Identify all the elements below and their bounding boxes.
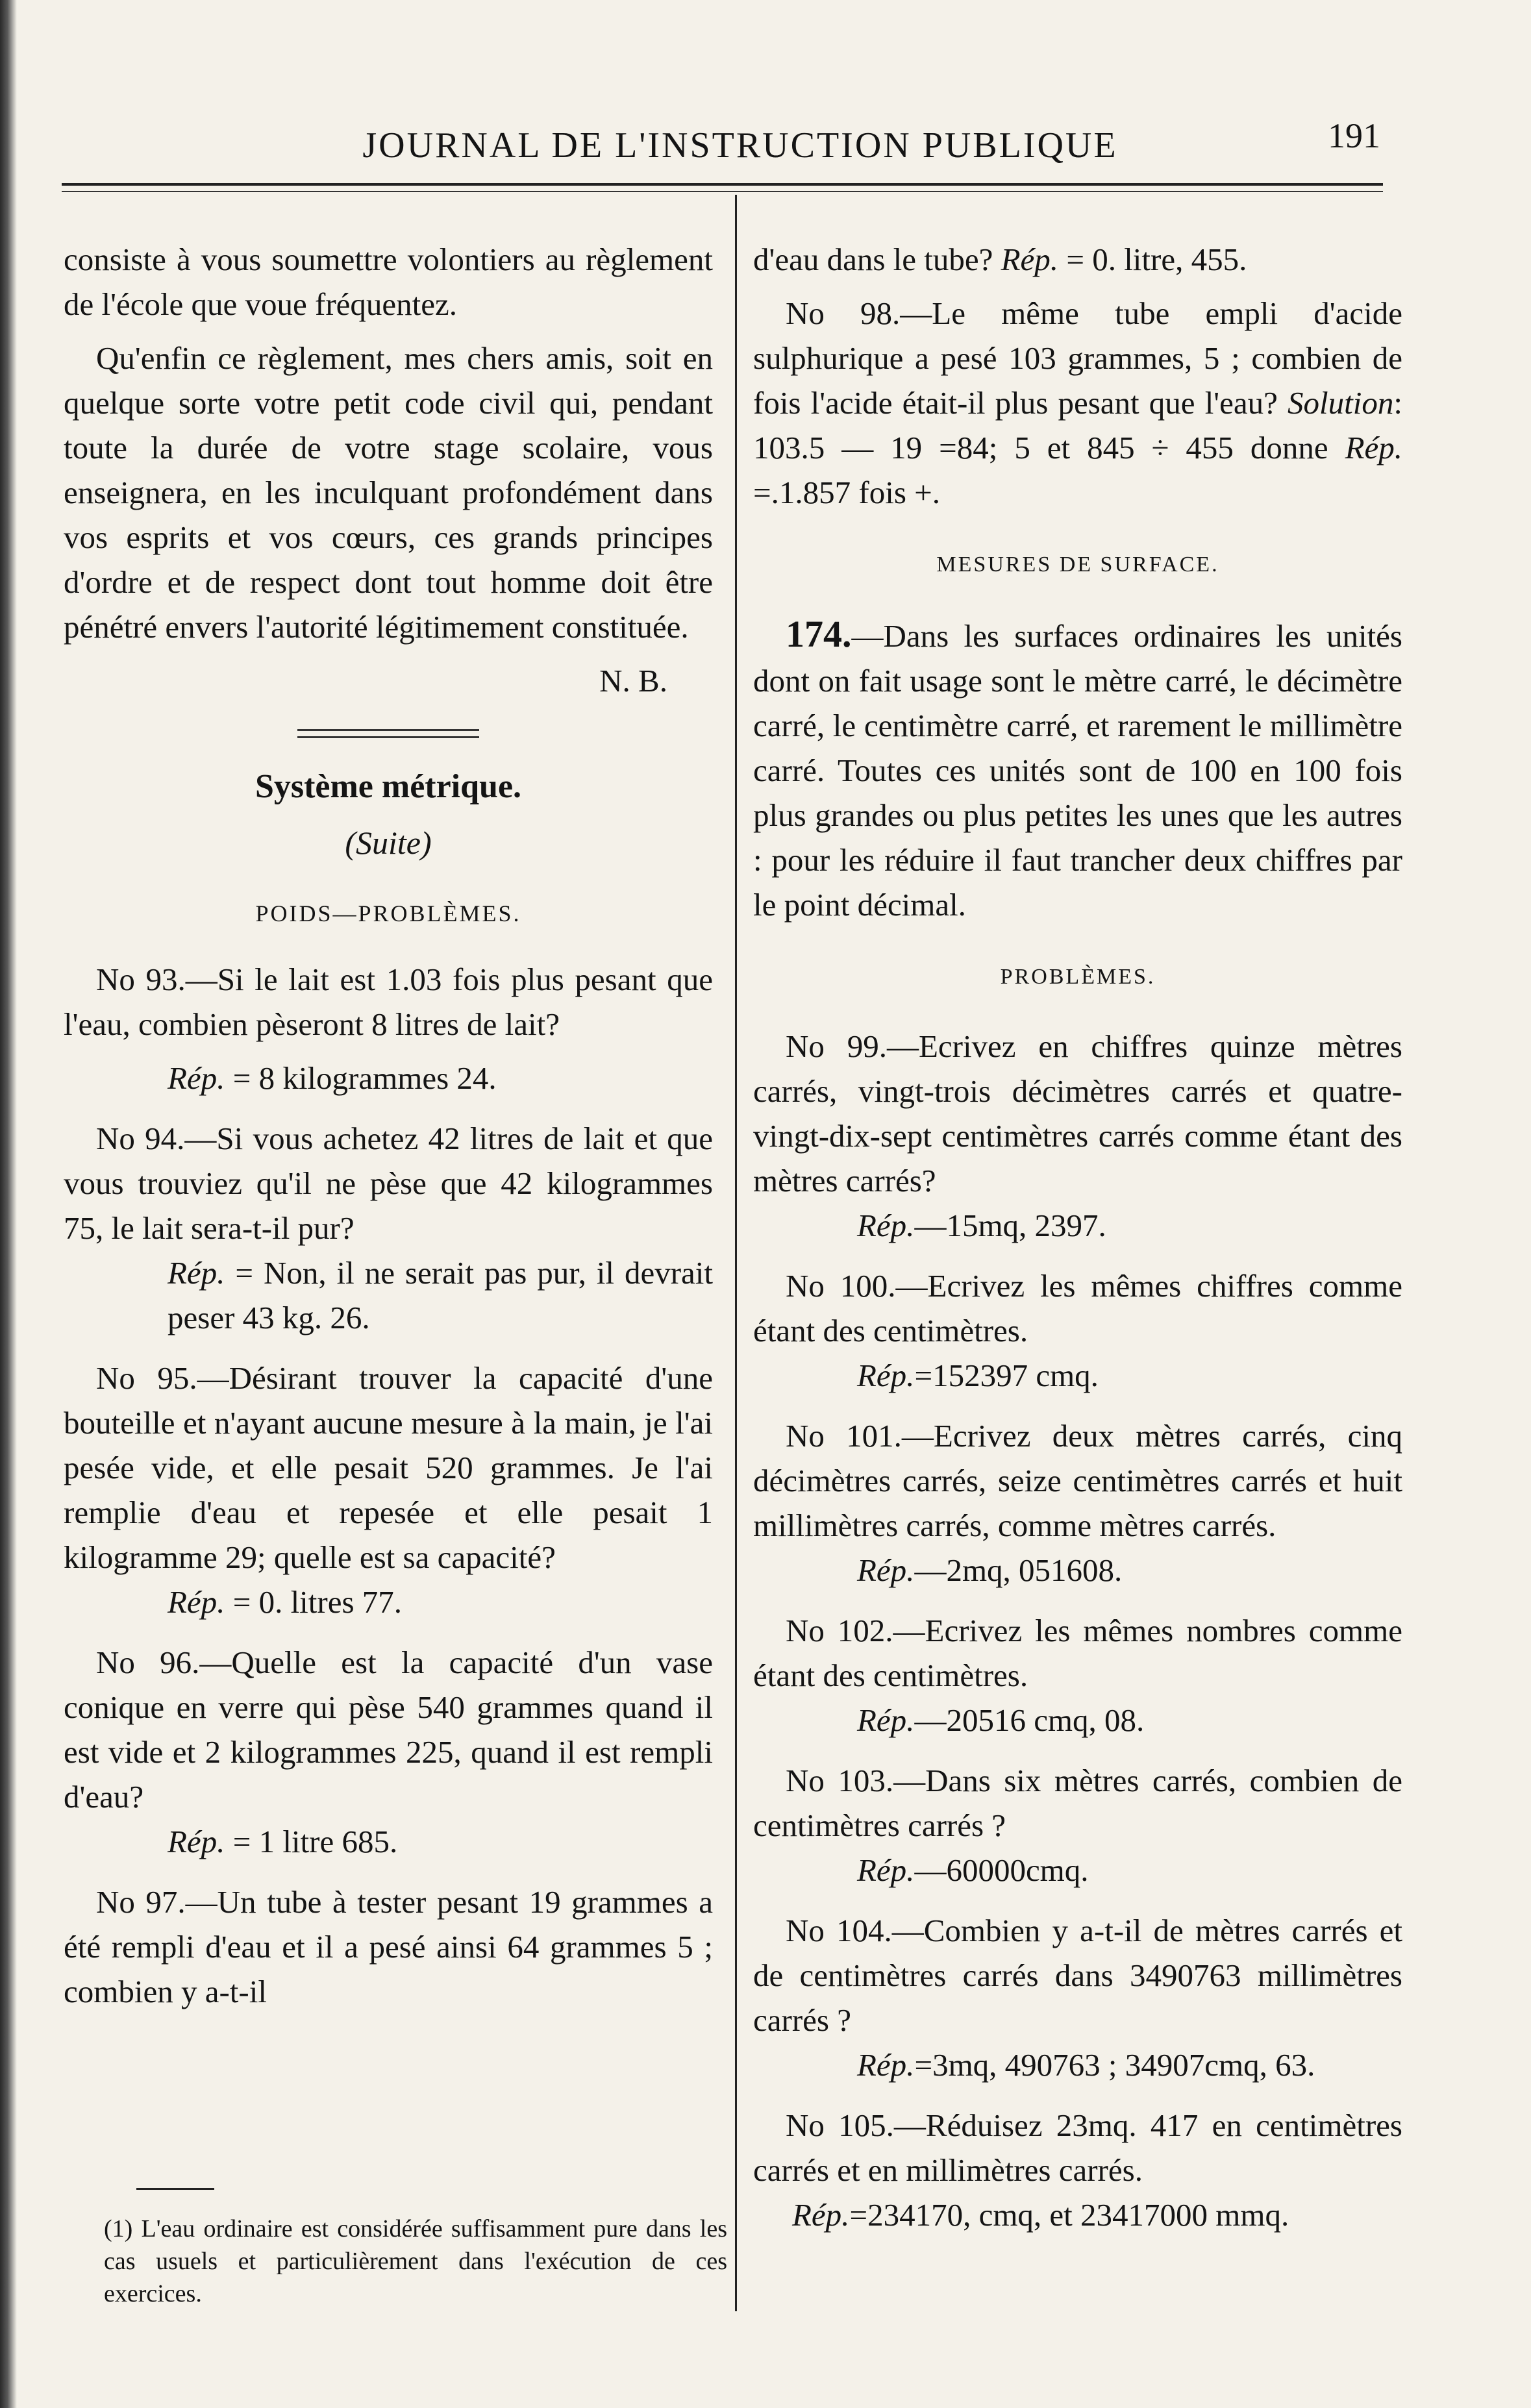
answer-label: Rép.: [857, 1208, 915, 1243]
problem-99: No 99.—Ecrivez en chiffres quinze mètres carrés, vingt-trois décimètres carrés et quatre-vingt-dix-sept centimètres carrés comme étant des mètres carrés?: [753, 1028, 1402, 1198]
problem-102: No 102.—Ecrivez les mêmes nombres comme étant des centimètres.: [753, 1613, 1402, 1693]
answer-value: = 0. litres 77.: [232, 1584, 403, 1620]
intro-continuation: consiste à vous soumettre volontiers au règlement de l'école que voue fréquentez.: [64, 242, 713, 322]
section-title: Système métrique.: [255, 768, 522, 805]
answer-label: Rép.: [1345, 430, 1402, 465]
subheading-surface: MESURES DE SURFACE.: [936, 552, 1219, 577]
intro-paragraph: Qu'enfin ce règlement, mes chers amis, soit en quelque sorte votre petit code civil qui, pendant toute la durée de votre stage scolaire, vous enseignera, en les inculquant profondément dans vos esprits et vos cœurs, ces grands principes d'ordre et de respect dont tout homme doit être pénétré envers l'autorité légitimement constituée.: [64, 340, 713, 645]
answer-label: Rép.: [857, 1358, 915, 1393]
problem-104: No 104.—Combien y a-t-il de mètres carrés et de centimètres carrés dans 3490763 millimètres carrés ?: [753, 1913, 1402, 2038]
answer-label: Rép.: [168, 1255, 225, 1291]
answer-value: = Non, il ne serait pas pur, il devrait peser 43 kg. 26.: [168, 1255, 713, 1335]
problem-101: No 101.—Ecrivez deux mètres carrés, cinq décimètres carrés, seize centimètres carrés et huit millimètres carrés, comme mètres carrés.: [753, 1418, 1402, 1543]
problem-97: No 97.—Un tube à tester pesant 19 grammes a été rempli d'eau et il a pesé ainsi 64 grammes 5 ; combien y a-t-il: [64, 1884, 713, 2009]
answer-label: Rép.: [857, 1702, 915, 1738]
answer-label: Rép.: [168, 1584, 225, 1620]
answer-value: =.1.857 fois +.: [753, 475, 941, 510]
section-separator: [297, 729, 479, 738]
answer-value: = 8 kilogrammes 24.: [232, 1060, 497, 1096]
problem-105: No 105.—Réduisez 23mq. 417 en centimètres carrés et en millimètres carrés.: [753, 2107, 1402, 2188]
signature: N. B.: [599, 663, 667, 699]
answer-label: Rép.: [1001, 242, 1059, 277]
section-subtitle: (Suite): [345, 825, 432, 861]
footnote-rule: [136, 2188, 214, 2190]
answer-label: Rép.: [857, 1852, 915, 1888]
problem-95: No 95.—Désirant trouver la capacité d'une bouteille et n'ayant aucune mesure à la main, je l'ai pesée vide, et elle pesait 520 grammes. Je l'ai remplie d'eau et repesée et elle pesait 1 kilogramme 29; quelle est sa capacité?: [64, 1360, 713, 1575]
paragraph-174-text: —Dans les surfaces ordinaires les unités dont on fait usage sont le mètre carré, le décimètre carré, le centimètre carré, et rarement le millimètre carré. Toutes ces unités sont de 100 en 100 fois plus grandes ou plus petites les unes que les autres : pour les réduire il faut trancher deux chiffres par le point décimal.: [753, 618, 1402, 923]
problem-100: No 100.—Ecrivez les mêmes chiffres comme étant des centimètres.: [753, 1268, 1402, 1348]
answer-96: [64, 1819, 713, 1864]
answer-103: [753, 1848, 1402, 1893]
answer-label: Rép.: [857, 2047, 915, 2083]
answer-value: =3mq, 490763 ; 34907cmq, 63.: [914, 2047, 1315, 2083]
answer-value: —2mq, 051608.: [914, 1552, 1123, 1588]
answer-value: = 1 litre 685.: [232, 1824, 398, 1859]
left-column: [64, 237, 713, 2023]
paragraph-number: 174.: [786, 613, 852, 655]
answer-label: Rép.: [168, 1824, 225, 1859]
answer-100: [753, 1353, 1402, 1398]
answer-label: Rép.: [792, 2197, 850, 2233]
continuation-text: d'eau dans le tube?: [753, 242, 993, 277]
answer-93: [64, 1056, 713, 1100]
problem-94: No 94.—Si vous achetez 42 litres de lait et que vous trouviez qu'il ne pèse que 42 kilogrammes 75, le lait sera-t-il pur?: [64, 1121, 713, 1246]
subheading-problems: PROBLÈMES.: [1000, 965, 1156, 989]
answer-value: —20516 cmq, 08.: [914, 1702, 1145, 1738]
answer-label: Rép.: [168, 1060, 225, 1096]
answer-104: [753, 2042, 1402, 2087]
answer-value: =152397 cmq.: [914, 1358, 1099, 1393]
answer-105: [753, 2192, 1402, 2237]
right-column: [753, 237, 1402, 2253]
answer-101: [753, 1548, 1402, 1593]
problem-98: [753, 291, 1402, 515]
answer-value: —15mq, 2397.: [914, 1208, 1106, 1243]
answer-value: —60000cmq.: [914, 1852, 1089, 1888]
answer-95: [64, 1580, 713, 1624]
answer-label: Rép.: [857, 1552, 915, 1588]
footnote: (1) L'eau ordinaire est considérée suffisamment pure dans les cas usuels et particulièrement dans l'exécution de ces exercices.: [104, 2215, 727, 2307]
running-title: JOURNAL DE L'INSTRUCTION PUBLIQUE: [362, 125, 1118, 166]
solution-text: : 103.5 — 19 =84; 5 et 845 ÷ 455 donne: [753, 385, 1403, 465]
header-rule-thin: [62, 191, 1383, 192]
column-divider: [735, 195, 737, 2311]
continuation-97: [753, 237, 1402, 282]
problem-98-text: No 98.—Le même tube empli d'acide sulphurique a pesé 103 grammes, 5 ; combien de fois l'acide était-il plus pesant que l'eau?: [753, 295, 1402, 421]
binding-edge: [0, 0, 17, 2408]
answer-value: = 0. litre, 455.: [1066, 242, 1247, 277]
answer-99: [753, 1203, 1402, 1248]
solution-label: Solution: [1288, 385, 1394, 421]
paragraph-174: [753, 612, 1402, 927]
problem-96: No 96.—Quelle est la capacité d'un vase conique en verre qui pèse 540 grammes quand il est vide et 2 kilogrammes 225, quand il est rempli d'eau?: [64, 1645, 713, 1815]
page-number: 191: [1328, 116, 1380, 155]
answer-94: [64, 1250, 713, 1340]
answer-102: [753, 1698, 1402, 1743]
answer-value: =234170, cmq, et 23417000 mmq.: [849, 2197, 1289, 2233]
problem-103: No 103.—Dans six mètres carrés, combien de centimètres carrés ?: [753, 1763, 1402, 1843]
header-rule: [62, 183, 1383, 186]
subheading-poids: POIDS—PROBLÈMES.: [255, 900, 521, 926]
problem-93: No 93.—Si le lait est 1.03 fois plus pesant que l'eau, combien pèseront 8 litres de lait?: [64, 962, 713, 1042]
